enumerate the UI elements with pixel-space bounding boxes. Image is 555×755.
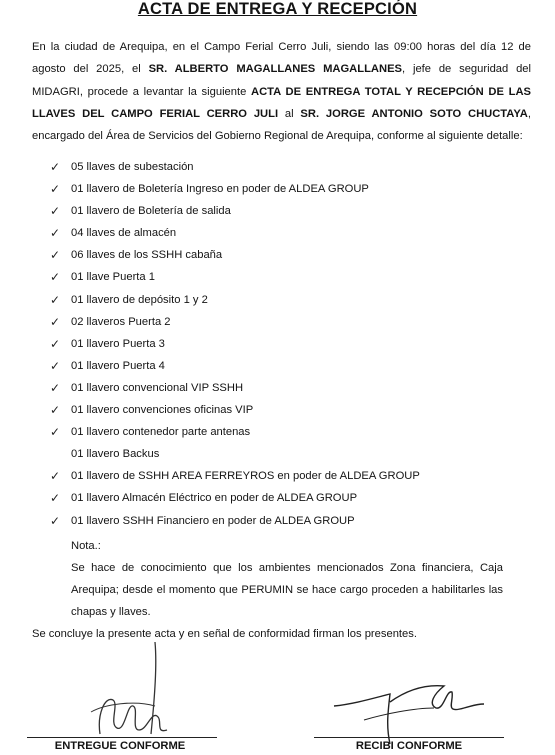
list-item-text: 04 llaves de almacén <box>71 227 177 240</box>
check-icon: ✓ <box>50 491 61 506</box>
list-item-text: 06 llaves de los SSHH cabaña <box>71 249 223 262</box>
receiver-name: SR. JORGE ANTONIO SOTO CHUCTAYA <box>300 107 528 120</box>
list-item-text: 02 llaveros Puerta 2 <box>71 315 171 328</box>
signature-label-right: RECIBI CONFORME <box>355 740 463 752</box>
note-text: Se hace de conocimiento que los ambientes mencionados Zona financiera, Caja Arequipa; desde el momento que PERUMIN se hace cargo proceden a habilitarles las chapas y llaves. <box>71 562 503 619</box>
check-icon: ✓ <box>50 204 61 219</box>
note-label: Nota.: <box>71 540 101 552</box>
list-item-text: 01 llavero de SSHH AREA FERREYROS en poder de ALDEA GROUP <box>71 470 420 483</box>
list-item-text: 01 llavero convenciones oficinas VIP <box>71 404 254 417</box>
check-icon: ✓ <box>50 292 61 307</box>
list-item <box>48 289 518 311</box>
list-item <box>48 178 518 200</box>
list-item <box>48 443 518 465</box>
intro-text-3: al <box>278 107 301 120</box>
list-item-text: 01 llavero Puerta 3 <box>71 337 165 350</box>
keys-list <box>48 156 518 532</box>
list-item-text: 01 llavero Puerta 4 <box>71 359 165 372</box>
list-item <box>48 244 518 266</box>
intro-text-2: , jefe de seguridad del MIDAGRI, procede a levantar la siguiente <box>32 63 532 98</box>
deliverer-name: SR. ALBERTO MAGALLANES MAGALLANES <box>148 63 403 76</box>
list-item-text: 01 llavero contenedor parte antenas <box>71 426 251 439</box>
list-item <box>48 333 518 355</box>
list-item-text: 01 llavero Almacén Eléctrico en poder de ALDEA GROUP <box>71 492 358 505</box>
list-item <box>48 465 518 487</box>
list-item-text: 01 llavero Backus <box>71 448 160 461</box>
document-title: ACTA DE ENTREGA Y RECEPCIÓN <box>137 0 418 18</box>
list-item <box>48 377 518 399</box>
check-icon: ✓ <box>50 248 61 263</box>
list-item <box>48 200 518 222</box>
list-item-text: 01 llavero convencional VIP SSHH <box>71 381 244 394</box>
check-icon: ✓ <box>50 270 61 285</box>
list-item-text: 01 llavero de Boletería Ingreso en poder de ALDEA GROUP <box>71 183 369 196</box>
act-subject: ACTA DE ENTREGA TOTAL Y RECEPCIÓN DE LAS LLAVES DEL CAMPO FERIAL CERRO JULI <box>32 85 531 120</box>
check-icon: ✓ <box>50 380 61 395</box>
check-icon: ✓ <box>50 336 61 351</box>
list-item <box>48 222 518 244</box>
list-item-text: 01 llavero SSHH Financiero en poder de ALDEA GROUP <box>71 514 355 527</box>
check-icon: ✓ <box>50 358 61 373</box>
intro-paragraph <box>32 36 531 147</box>
check-icon: ✓ <box>50 469 61 484</box>
signature-block-right <box>294 634 524 755</box>
check-icon: ✓ <box>50 226 61 241</box>
list-item <box>48 156 518 178</box>
check-icon: ✓ <box>50 160 61 174</box>
list-item-text: 01 llavero de depósito 1 y 2 <box>71 293 208 306</box>
list-item <box>48 421 518 443</box>
check-icon: ✓ <box>50 513 61 528</box>
list-item-text: 05 llaves de subestación <box>71 161 194 173</box>
list-item <box>48 266 518 288</box>
list-item <box>48 311 518 333</box>
list-item <box>48 355 518 377</box>
list-item-text: 01 llavero de Boletería de salida <box>71 205 231 218</box>
list-item <box>48 487 518 509</box>
list-item <box>48 510 518 532</box>
list-item-text: 01 llave Puerta 1 <box>71 271 155 284</box>
intro-text-1: En la ciudad de Arequipa, en el Campo Ferial Cerro Juli, siendo las 09:00 horas del día 12 de agosto del 2025, el <box>32 41 531 76</box>
intro-text-4: , encargado del Área de Servicios del Gobierno Regional de Arequipa, conforme al siguiente detalle: <box>32 107 531 143</box>
check-icon: ✓ <box>50 425 61 440</box>
closing-statement: Se concluye la presente acta y en señal de conformidad firman los presentes. <box>32 628 417 640</box>
check-icon: ✓ <box>50 403 61 418</box>
list-item <box>48 399 518 421</box>
check-icon: ✓ <box>50 182 61 197</box>
signature-block-left <box>5 634 235 755</box>
signature-label-left: ENTREGUE CONFORME <box>54 740 186 752</box>
check-icon: ✓ <box>50 314 61 329</box>
